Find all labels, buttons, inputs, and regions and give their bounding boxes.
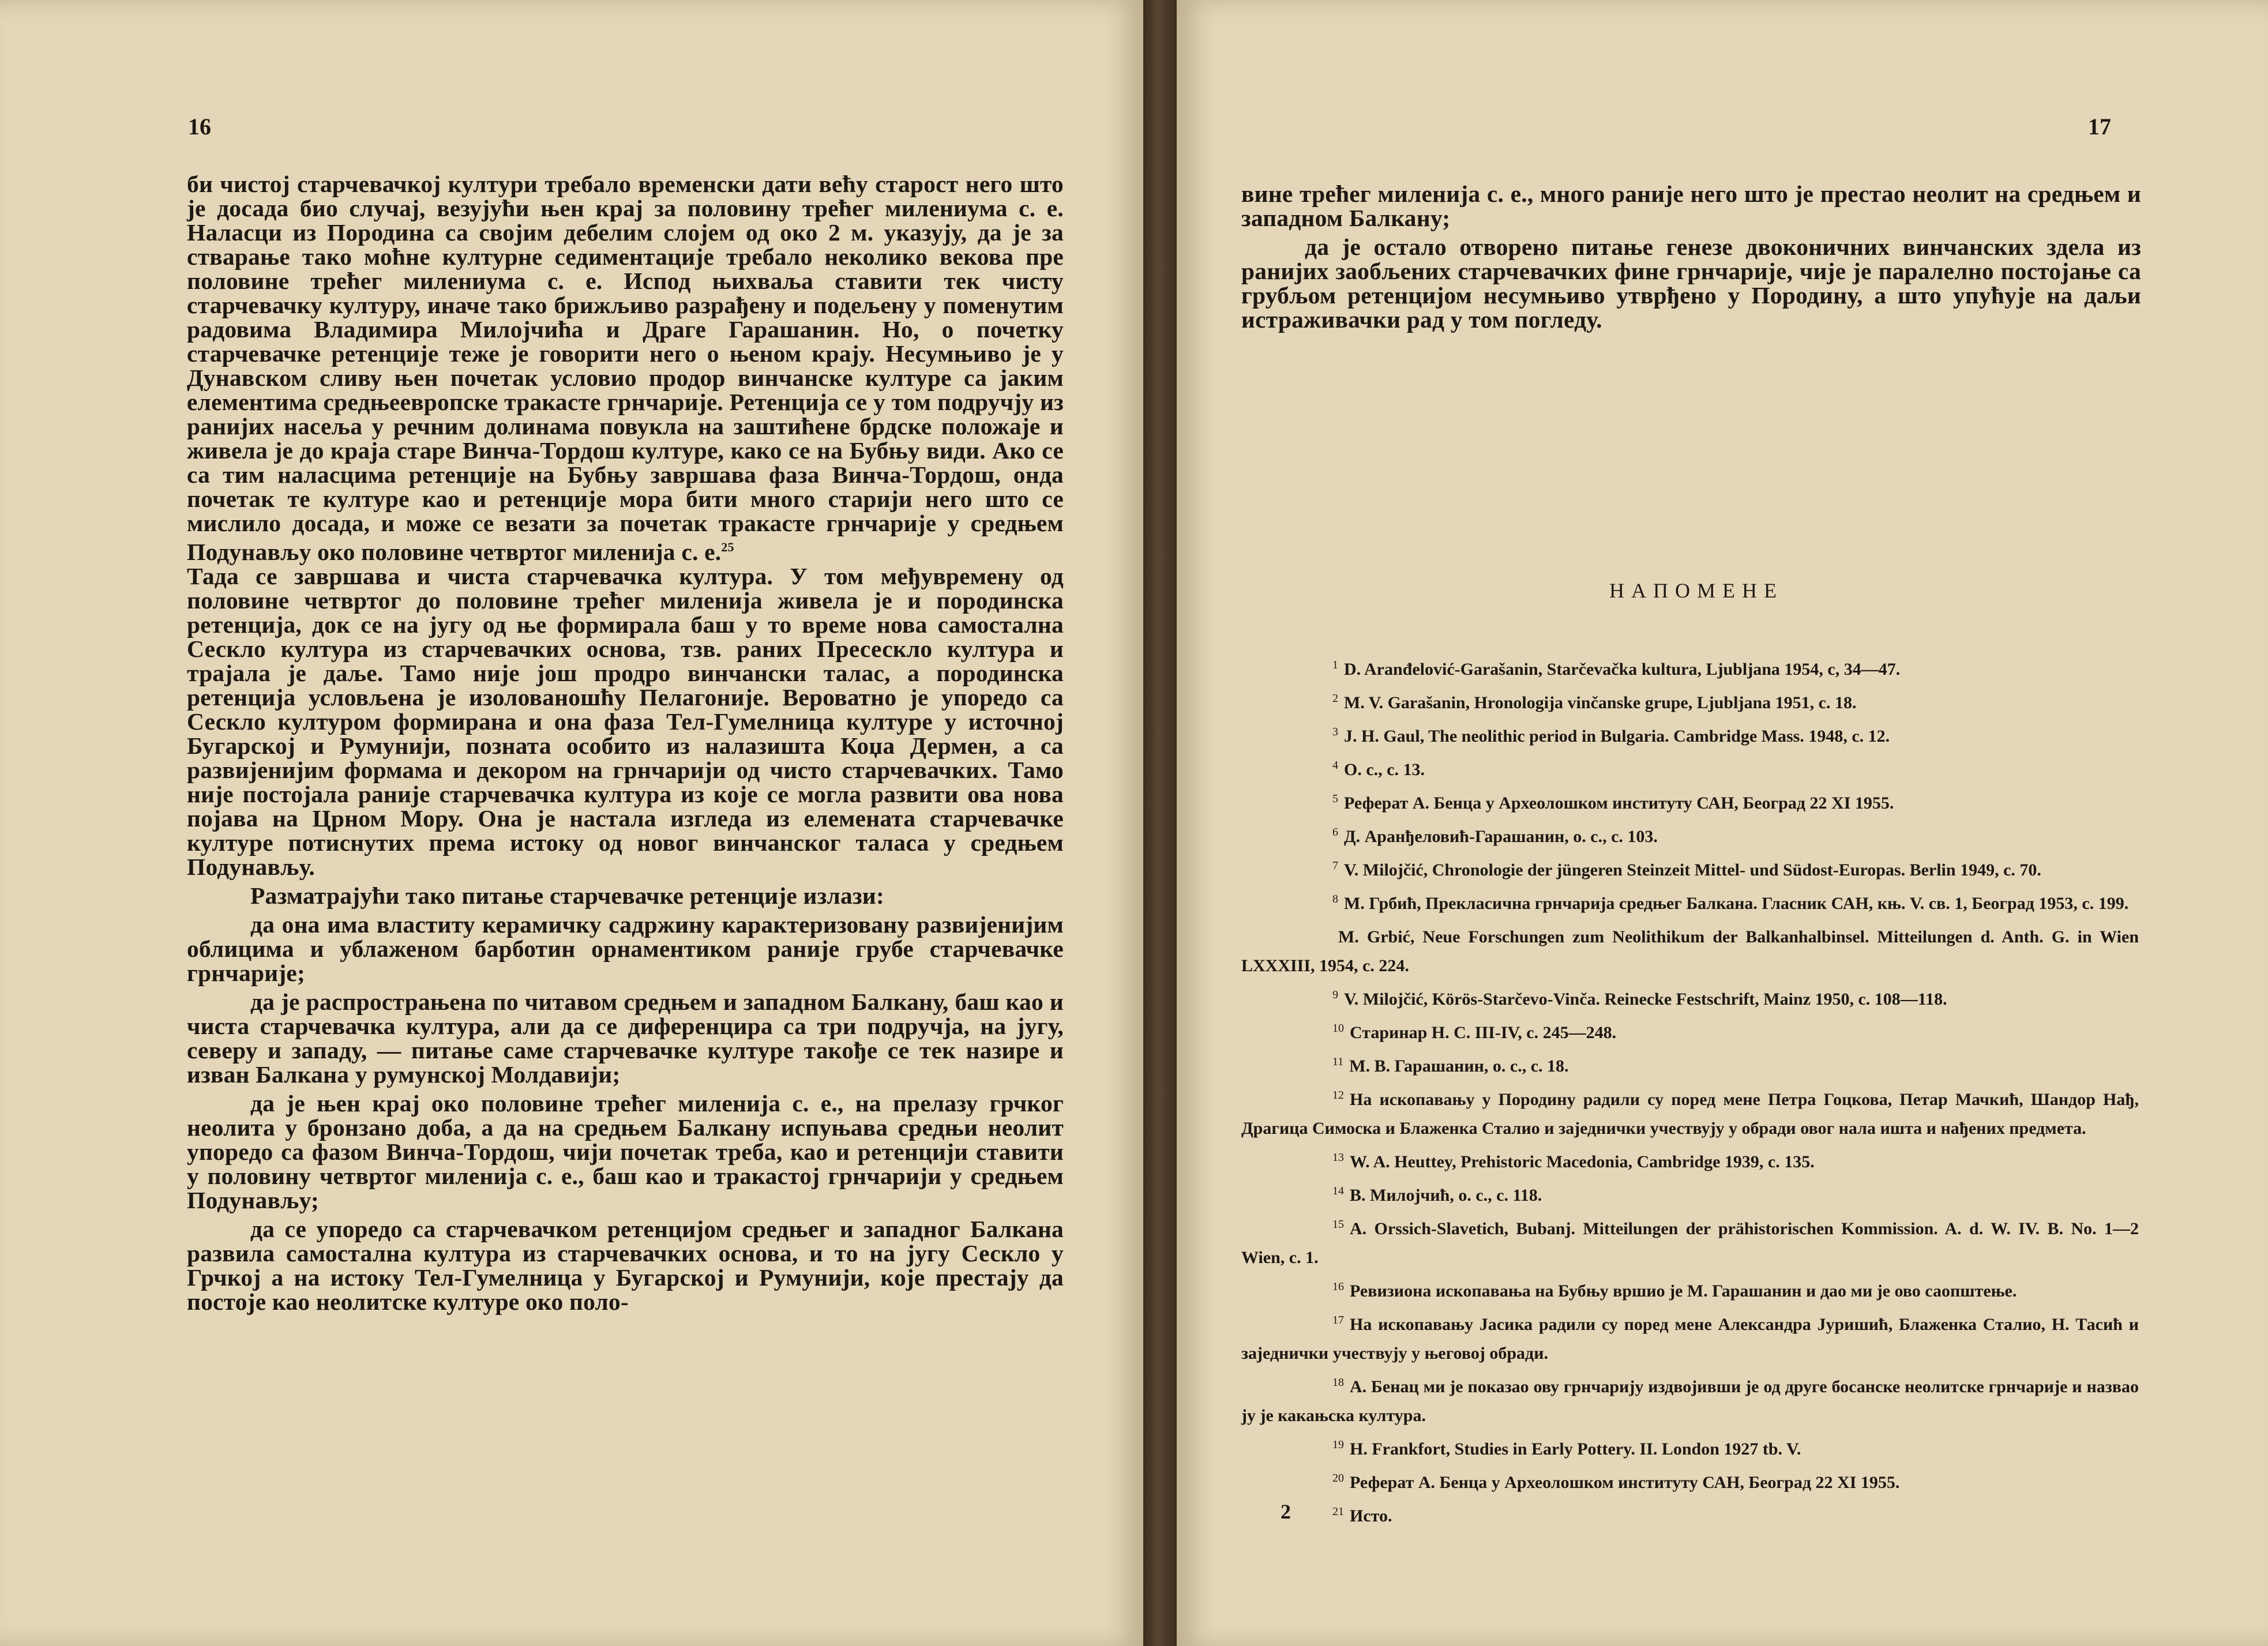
footnote-ref: 25 bbox=[721, 540, 734, 554]
note-number: 20 bbox=[1332, 1472, 1344, 1485]
note-number: 21 bbox=[1332, 1505, 1344, 1518]
note-item bbox=[1241, 1177, 2139, 1210]
note-number: 18 bbox=[1332, 1376, 1344, 1389]
note-text: На ископавању Јасика радили су поред мене Александра Јуришић, Блаженка Сталио, Н. Тасић и заједнички учествују у његовој обради. bbox=[1241, 1315, 2139, 1363]
paragraph bbox=[187, 172, 1064, 564]
note-number: 5 bbox=[1332, 792, 1338, 805]
page-number: 17 bbox=[2088, 114, 2111, 140]
page-number: 16 bbox=[188, 114, 211, 140]
note-number: 3 bbox=[1332, 726, 1338, 738]
note-text: М. В. Гарашанин, о. с., с. 18. bbox=[1349, 1057, 1569, 1076]
note-item bbox=[1241, 684, 2139, 717]
paragraph-text: би чистој старчевачкој култури требало временски дати већу старост него што је досада био случај, везујући њен крај за половину трећег милениума с. е. Наласци из Породина са својим дебелим слојем од око 2 м. указују, да је за стварање тако моћне културне седиментације требало неколико векова пре половине трећег милениума с. е. Испод њихваља ставити тек чисту старчевачку културу, иначе тако брижљиво разрађену и подељену у поменутим радовима Владимира Милојчића и Драге Гарашанин. Но, о почетку старчевачке ретенције теже је говорити него о њеном крају. Несумњиво је у Дунавском сливу њен почетак условио продор винчанске културе са јаким елементима средњеевропске тракасте грнчарије. Ретенција се у том подручју из ранијих насеља у речним долинама повукла на заштићене брдске положаје и живела је до краја старе Винча-Тордош културе, како се на Бубњу види. Ако се са тим наласцима ретенције на Бубњу завршава фаза Винча-Тордош, онда почетак те културе као и ретенције мора бити много старији него што се мислило досада, и може се везати за почетак тракасте грнчарије у средњем Подунављу око половине четвртог миленија с. е. bbox=[187, 171, 1064, 565]
note-item bbox=[1241, 1272, 2139, 1306]
note-number: 16 bbox=[1332, 1280, 1344, 1293]
note-item bbox=[1241, 818, 2139, 851]
note-text: Реферат А. Бенца у Археолошком институту САН, Београд 22 XI 1955. bbox=[1344, 794, 1894, 813]
gutter bbox=[1143, 0, 1177, 1646]
note-item bbox=[1241, 980, 2139, 1014]
notes-list bbox=[1241, 651, 2139, 1531]
note-text: А. Бенац ми је показао ову грнчарију издвојивши је од друге босанске неолитске грнчарије и назвао ју је какањска култура. bbox=[1241, 1377, 2139, 1425]
note-number: 4 bbox=[1332, 759, 1338, 772]
note-item bbox=[1241, 1014, 2139, 1047]
note-item bbox=[1241, 1497, 2139, 1531]
paragraph: Тада се завршава и чиста старчевачка култура. У том међувремену од половине четвртог до половине трећег миленија живела је и породинска ретенција, док се на југу од ње формирала баш у то време нова самостална Сескло култура из старчевачких основа, тзв. раних Пресескло култура и трајала је даље. Тамо није још продро винчански талас, а породинска ретенција условљена је изолованошћу Пелагоније. Вероватно је упоредо са Сескло културом формирана и она фаза Тел-Гумелница културе у источној Бугарској и Румунији, позната особито из налазишта Коџа Дермен, а са развијенијим формама и декором на грнчарији од чисто старчевачких. Тамо није постојала раније старчевачка култура из које се могла развити ова нова појава на Црном Мору. Она је настала изгледа из елемената старчевачке културе потиснутих према истоку од новог винчанског таласа у средњем Подунављу. bbox=[187, 562, 1064, 880]
notes-heading: НАПОМЕНЕ bbox=[1609, 579, 1783, 602]
note-text: J. H. Gaul, The neolithic period in Bulgaria. Cambridge Mass. 1948, c. 12. bbox=[1344, 727, 1890, 746]
note-number: 14 bbox=[1332, 1185, 1344, 1197]
note-item bbox=[1241, 717, 2139, 751]
note-text: W. A. Heuttey, Prehistoric Macedonia, Cambridge 1939, c. 135. bbox=[1350, 1152, 1815, 1171]
note-text: A. Orssich-Slavetich, Bubanj. Mitteilungen der prähistorischen Kommission. A. d. W. IV. B. No. 1—2 Wien, c. 1. bbox=[1241, 1219, 2139, 1267]
note-number: 9 bbox=[1332, 989, 1338, 1001]
note-item bbox=[1241, 851, 2139, 885]
note-item bbox=[1241, 1047, 2139, 1081]
note-number: 10 bbox=[1332, 1022, 1344, 1035]
note-text: В. Милојчић, о. с., с. 118. bbox=[1350, 1186, 1542, 1205]
note-text: М. Грбић, Прекласична грнчарија средњег Балкана. Гласник САН, књ. V. св. 1, Београд 1953, с. 199. bbox=[1344, 894, 2129, 913]
note-item bbox=[1241, 751, 2139, 784]
note-text: Ревизиона ископавања на Бубњу вршио је М. Гарашанин и дао ми је ово саопштење. bbox=[1350, 1282, 2017, 1301]
note-number: 6 bbox=[1332, 826, 1338, 839]
note-text: O. c., c. 13. bbox=[1344, 760, 1425, 779]
note-text: Реферат А. Бенца у Археолошком институту САН, Београд 22 XI 1955. bbox=[1350, 1473, 1900, 1492]
note-item bbox=[1241, 918, 2139, 980]
note-text: Старинар Н. С. III-IV, с. 245—248. bbox=[1350, 1023, 1617, 1042]
paragraph: да је њен крај око половине трећег миленија с. е., на прелазу грчког неолита у бронзано доба, а да на средњем Балкану испуњава средњи неолит упоредо са фазом Винча-Тордош, чији почетак треба, као и ретенцији ставити у половину четвртог миленија с. е., баш као и тракастој грнчарији у средњем Подунављу; bbox=[187, 1089, 1064, 1213]
right-body bbox=[1241, 182, 2141, 332]
left-body bbox=[187, 172, 1064, 1314]
note-item bbox=[1241, 885, 2139, 918]
note-number: 12 bbox=[1332, 1089, 1344, 1102]
note-text: H. Frankfort, Studies in Early Pottery. II. London 1927 tb. V. bbox=[1350, 1440, 1801, 1459]
note-text: Исто. bbox=[1350, 1506, 1392, 1525]
paragraph: да је остало отворено питање генезе двоконичних винчанских здела из ранијих заобљених старчевачких фине грнчарије, чије је паралелно постојање са грубљом ретенцијом несумњиво утврђено у Породину, а што упућује на даљи истраживачки рад у том погледу. bbox=[1241, 234, 2141, 333]
note-item bbox=[1241, 1081, 2139, 1143]
note-text: На ископавању у Породину радили су поред мене Петра Гоцкова, Петар Мачкић, Шандор Нађ, Драгица Симоска и Блаженка Сталио и заједнички учествују у обради овог нала ишта и нађених предмета. bbox=[1241, 1090, 2139, 1138]
note-item bbox=[1241, 1430, 2139, 1464]
note-item bbox=[1241, 1306, 2139, 1368]
note-item bbox=[1241, 1464, 2139, 1497]
note-item bbox=[1241, 1143, 2139, 1177]
note-item bbox=[1241, 651, 2139, 684]
note-number: 2 bbox=[1332, 692, 1338, 705]
note-text: M. Grbić, Neue Forschungen zum Neolithikum der Balkanhalbinsel. Mitteilungen d. Anth. G. in Wien LXXXIII, 1954, c. 224. bbox=[1241, 927, 2139, 975]
paragraph: вине трећег миленија с. е., много раније него што је престао неолит на средњем и западном Балкану; bbox=[1241, 181, 2141, 231]
note-text: Д. Аранђеловић-Гарашанин, о. с., с. 103. bbox=[1344, 827, 1658, 846]
paragraph: да је распрострањена по читавом средњем и западном Балкану, баш као и чиста старчевачка култура, али да се диференцира са три подручја, на југу, северу и западу, — питање саме старчевачке културе такође се тек назире и изван Балкана у румунској Молдавији; bbox=[187, 988, 1064, 1088]
paragraph: да она има властиту керамичку садржину карактеризовану развијенијим облицима и ублаженом барботин орнаментиком раније грубе старчевачке грнчарије; bbox=[187, 911, 1064, 986]
paragraph: да се упоредо са старчевачком ретенцијом средњег и западног Балкана развила самостална култура из старчевачких основа, и то на југу Сескло у Грчкој а на истоку Тел-Гумелница у Бугарској и Румунији, које престају да постоје као неолитске културе око поло- bbox=[187, 1215, 1064, 1315]
paragraph: Разматрајући тако питање старчевачке ретенције излази: bbox=[250, 882, 884, 909]
note-text: V. Milojčić, Körös-Starčevo-Vinča. Reinecke Festschrift, Mainz 1950, c. 108—118. bbox=[1344, 990, 1947, 1009]
note-text: V. Milojčić, Chronologie der jüngeren Steinzeit Mittel- und Südost-Europas. Berlin 1949, c. 70. bbox=[1344, 860, 2041, 880]
note-text: M. V. Garašanin, Hronologija vinčanske grupe, Ljubljana 1951, c. 18. bbox=[1344, 693, 1857, 712]
note-number: 7 bbox=[1332, 859, 1338, 872]
note-number: 17 bbox=[1332, 1314, 1344, 1326]
note-number: 19 bbox=[1332, 1438, 1344, 1451]
right-page bbox=[1177, 0, 2268, 1646]
note-number: 8 bbox=[1332, 893, 1338, 905]
note-number: 1 bbox=[1332, 659, 1338, 671]
note-number: 11 bbox=[1332, 1055, 1344, 1068]
note-item bbox=[1241, 1368, 2139, 1430]
note-text: D. Aranđelović-Garašanin, Starčevačka kultura, Ljubljana 1954, c, 34—47. bbox=[1344, 660, 1901, 679]
note-number: 15 bbox=[1332, 1218, 1344, 1231]
note-item bbox=[1241, 784, 2139, 818]
note-item bbox=[1241, 1210, 2139, 1272]
note-number: 13 bbox=[1332, 1151, 1344, 1164]
signature-mark: 2 bbox=[1281, 1500, 1291, 1523]
